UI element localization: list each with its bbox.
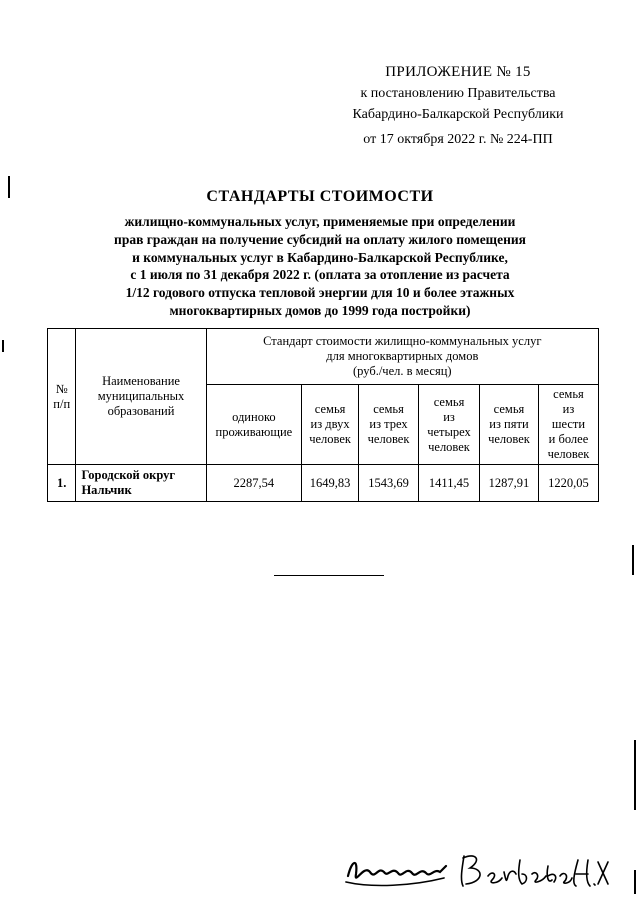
header-family-2: семья из двух человек bbox=[302, 385, 359, 465]
header-standard-group: Стандарт стоимости жилищно-коммунальных услуг для многоквартирных домов (руб./чел. в месяц) bbox=[206, 329, 598, 385]
header-municipality: Наименование муниципальных образований bbox=[76, 329, 206, 465]
subtitle-line: прав граждан на получение субсидий на оплату жилого помещения bbox=[114, 231, 526, 247]
appendix-block bbox=[328, 62, 588, 150]
subtitle-line: многоквартирных домов до 1999 года постройки) bbox=[169, 302, 471, 318]
scan-mark bbox=[2, 340, 4, 352]
appendix-line-3: от 17 октября 2022 г. № 224-ПП bbox=[363, 132, 553, 147]
scan-mark bbox=[634, 870, 636, 894]
subtitle-line: жилищно-коммунальных услуг, применяемые при определении bbox=[124, 214, 516, 229]
handwritten-signature bbox=[342, 846, 612, 898]
cost-standards-table bbox=[47, 328, 599, 502]
table-row bbox=[48, 465, 599, 502]
row-municipality: Городской округ Нальчик bbox=[76, 465, 206, 502]
scan-mark bbox=[632, 545, 634, 575]
row-number: 1. bbox=[48, 465, 76, 502]
value-family-3: 1543,69 bbox=[359, 465, 419, 502]
value-single: 2287,54 bbox=[206, 465, 302, 502]
subtitle-line: и коммунальных услуг в Кабардино-Балкарской Республике, bbox=[132, 249, 508, 265]
document-title: СТАНДАРТЫ СТОИМОСТИ bbox=[206, 188, 434, 205]
scan-mark bbox=[8, 176, 10, 198]
end-rule bbox=[274, 575, 384, 576]
subtitle-line: 1/12 годового отпуска тепловой энергии для 10 и более этажных bbox=[125, 285, 515, 301]
appendix-title: ПРИЛОЖЕНИЕ № 15 bbox=[385, 64, 531, 80]
subtitle-line: с 1 июля по 31 декабря 2022 г. (оплата за отопление из расчета bbox=[130, 267, 510, 283]
header-single: одиноко проживающие bbox=[206, 385, 302, 465]
value-family-2: 1649,83 bbox=[302, 465, 359, 502]
header-family-4: семья из четырех человек bbox=[419, 385, 480, 465]
scan-mark bbox=[634, 740, 636, 810]
value-family-6: 1220,05 bbox=[538, 465, 598, 502]
header-family-6: семья из шести и более человек bbox=[538, 385, 598, 465]
header-family-5: семья из пяти человек bbox=[480, 385, 539, 465]
document-subtitle bbox=[70, 213, 570, 320]
appendix-line-2: Кабардино-Балкарской Республики bbox=[352, 107, 564, 122]
header-family-3: семья из трех человек bbox=[359, 385, 419, 465]
header-number: № п/п bbox=[48, 329, 76, 465]
value-family-5: 1287,91 bbox=[480, 465, 539, 502]
value-family-4: 1411,45 bbox=[419, 465, 480, 502]
appendix-line-1: к постановлению Правительства bbox=[360, 86, 556, 101]
